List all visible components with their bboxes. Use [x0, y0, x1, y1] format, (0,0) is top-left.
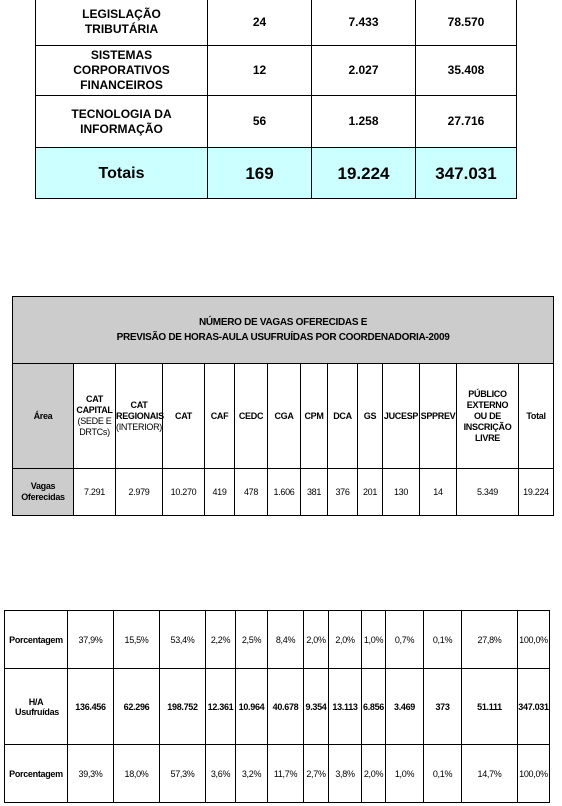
vagas-label: Vagas Oferecidas	[13, 469, 74, 516]
table-row	[5, 669, 550, 745]
totals-row	[36, 148, 517, 199]
header-cga: CGA	[268, 364, 301, 469]
header-gs: GS	[358, 364, 383, 469]
title-line-1: NÚMERO DE VAGAS OFERECIDAS E	[198, 317, 368, 328]
value-cell: 27.716	[416, 96, 517, 148]
vagas-value: 2.979	[116, 469, 163, 516]
table-row	[5, 745, 550, 803]
header-total: Total	[519, 364, 554, 469]
pct-value: 100,0%	[518, 745, 550, 803]
title-row	[13, 297, 554, 364]
ha-value: 198.752	[160, 669, 206, 745]
ha-value: 12.361	[206, 669, 236, 745]
header-dca: DCA	[328, 364, 358, 469]
pct-value: 0,7%	[386, 611, 424, 669]
ha-value: 373	[424, 669, 462, 745]
ha-value: 40.678	[268, 669, 304, 745]
value-cell: 2.027	[312, 46, 416, 96]
header-cat-capital-label: CAT CAPITAL	[76, 394, 113, 415]
pct-value: 11,7%	[268, 745, 304, 803]
table-row	[5, 611, 550, 669]
pct-value: 18,0%	[114, 745, 160, 803]
pct-value: 39,3%	[68, 745, 114, 803]
value-cell: 1.258	[312, 96, 416, 148]
vagas-value: 14	[420, 469, 457, 516]
pct-value: 2,2%	[206, 611, 236, 669]
pct-value: 15,5%	[114, 611, 160, 669]
header-row	[13, 364, 554, 469]
header-cat-capital-sub: (SEDE E DRTCs)	[77, 416, 112, 437]
header-area: Área	[13, 364, 74, 469]
pct-value: 27,8%	[462, 611, 518, 669]
pct-value: 3,8%	[329, 745, 362, 803]
value-cell: 12	[208, 46, 312, 96]
header-jucesp: JUCESP	[383, 364, 420, 469]
table-row	[36, 0, 517, 46]
header-cat-regionais-label: CAT REGIONAIS	[116, 399, 164, 421]
title-line-2: PREVISÃO DE HORAS-AULA USUFRUÍDAS POR COORDENADORIA-2009	[116, 332, 450, 343]
pct-value: 8,4%	[268, 611, 304, 669]
vagas-value: 1.606	[268, 469, 301, 516]
total-value: 347.031	[416, 148, 517, 199]
row-label: Porcentagem	[5, 611, 68, 669]
vagas-value: 419	[205, 469, 235, 516]
pct-value: 1,0%	[386, 745, 424, 803]
vagas-value: 5.349	[457, 469, 519, 516]
pct-value: 2,0%	[362, 745, 386, 803]
ha-value: 13.113	[329, 669, 362, 745]
pct-value: 0,1%	[424, 611, 462, 669]
vagas-row	[13, 469, 554, 516]
vagas-value: 201	[358, 469, 383, 516]
vagas-value: 10.270	[163, 469, 205, 516]
area-cell: TECNOLOGIA DA INFORMAÇÃO	[36, 96, 208, 148]
ha-value: 9.354	[304, 669, 329, 745]
pct-value: 37,9%	[68, 611, 114, 669]
value-cell: 78.570	[416, 0, 517, 46]
pct-value: 3,2%	[236, 745, 268, 803]
vagas-value: 7.291	[74, 469, 116, 516]
value-cell: 7.433	[312, 0, 416, 46]
vagas-value: 130	[383, 469, 420, 516]
pct-value: 3,6%	[206, 745, 236, 803]
vagas-value: 376	[328, 469, 358, 516]
pct-value: 2,5%	[236, 611, 268, 669]
ha-value: 62.296	[114, 669, 160, 745]
ha-value: 51.111	[462, 669, 518, 745]
area-cell: SISTEMAS CORPORATIVOS FINANCEIROS	[36, 46, 208, 96]
pct-value: 53,4%	[160, 611, 206, 669]
pct-value: 57,3%	[160, 745, 206, 803]
header-cedc: CEDC	[235, 364, 268, 469]
header-cat: CAT	[163, 364, 205, 469]
pct-value: 1,0%	[362, 611, 386, 669]
header-publico-externo: PÚBLICO EXTERNO OU DE INSCRIÇÃO LIVRE	[457, 364, 519, 469]
horas-aula-table	[4, 610, 550, 803]
header-cat-regionais	[116, 364, 163, 469]
vagas-value: 19.224	[519, 469, 554, 516]
header-caf: CAF	[205, 364, 235, 469]
pct-value: 2,0%	[329, 611, 362, 669]
ha-value: 10.964	[236, 669, 268, 745]
vagas-value: 381	[301, 469, 328, 516]
pct-value: 0,1%	[424, 745, 462, 803]
row-label: Porcentagem	[5, 745, 68, 803]
pct-value: 14,7%	[462, 745, 518, 803]
ha-value: 3.469	[386, 669, 424, 745]
pct-value: 2,7%	[304, 745, 329, 803]
courses-summary-table	[35, 0, 517, 199]
ha-value: 136.456	[68, 669, 114, 745]
pct-value: 100,0%	[518, 611, 550, 669]
value-cell: 24	[208, 0, 312, 46]
total-value: 169	[208, 148, 312, 199]
ha-value: 347.031	[518, 669, 550, 745]
table-title	[13, 297, 554, 364]
total-value: 19.224	[312, 148, 416, 199]
value-cell: 35.408	[416, 46, 517, 96]
header-cat-regionais-sub: (INTERIOR)	[116, 421, 162, 432]
pct-value: 2,0%	[304, 611, 329, 669]
header-cpm: CPM	[301, 364, 328, 469]
value-cell: 56	[208, 96, 312, 148]
table-row	[36, 96, 517, 148]
header-cat-capital	[74, 364, 116, 469]
totals-label: Totais	[36, 148, 208, 199]
ha-value: 6.856	[362, 669, 386, 745]
row-label: H/A Usufruídas	[5, 669, 68, 745]
header-spprev: SPPREV	[420, 364, 457, 469]
vagas-value: 478	[235, 469, 268, 516]
vagas-table	[12, 296, 554, 516]
area-cell: LEGISLAÇÃO TRIBUTÁRIA	[36, 0, 208, 46]
table-row	[36, 46, 517, 96]
